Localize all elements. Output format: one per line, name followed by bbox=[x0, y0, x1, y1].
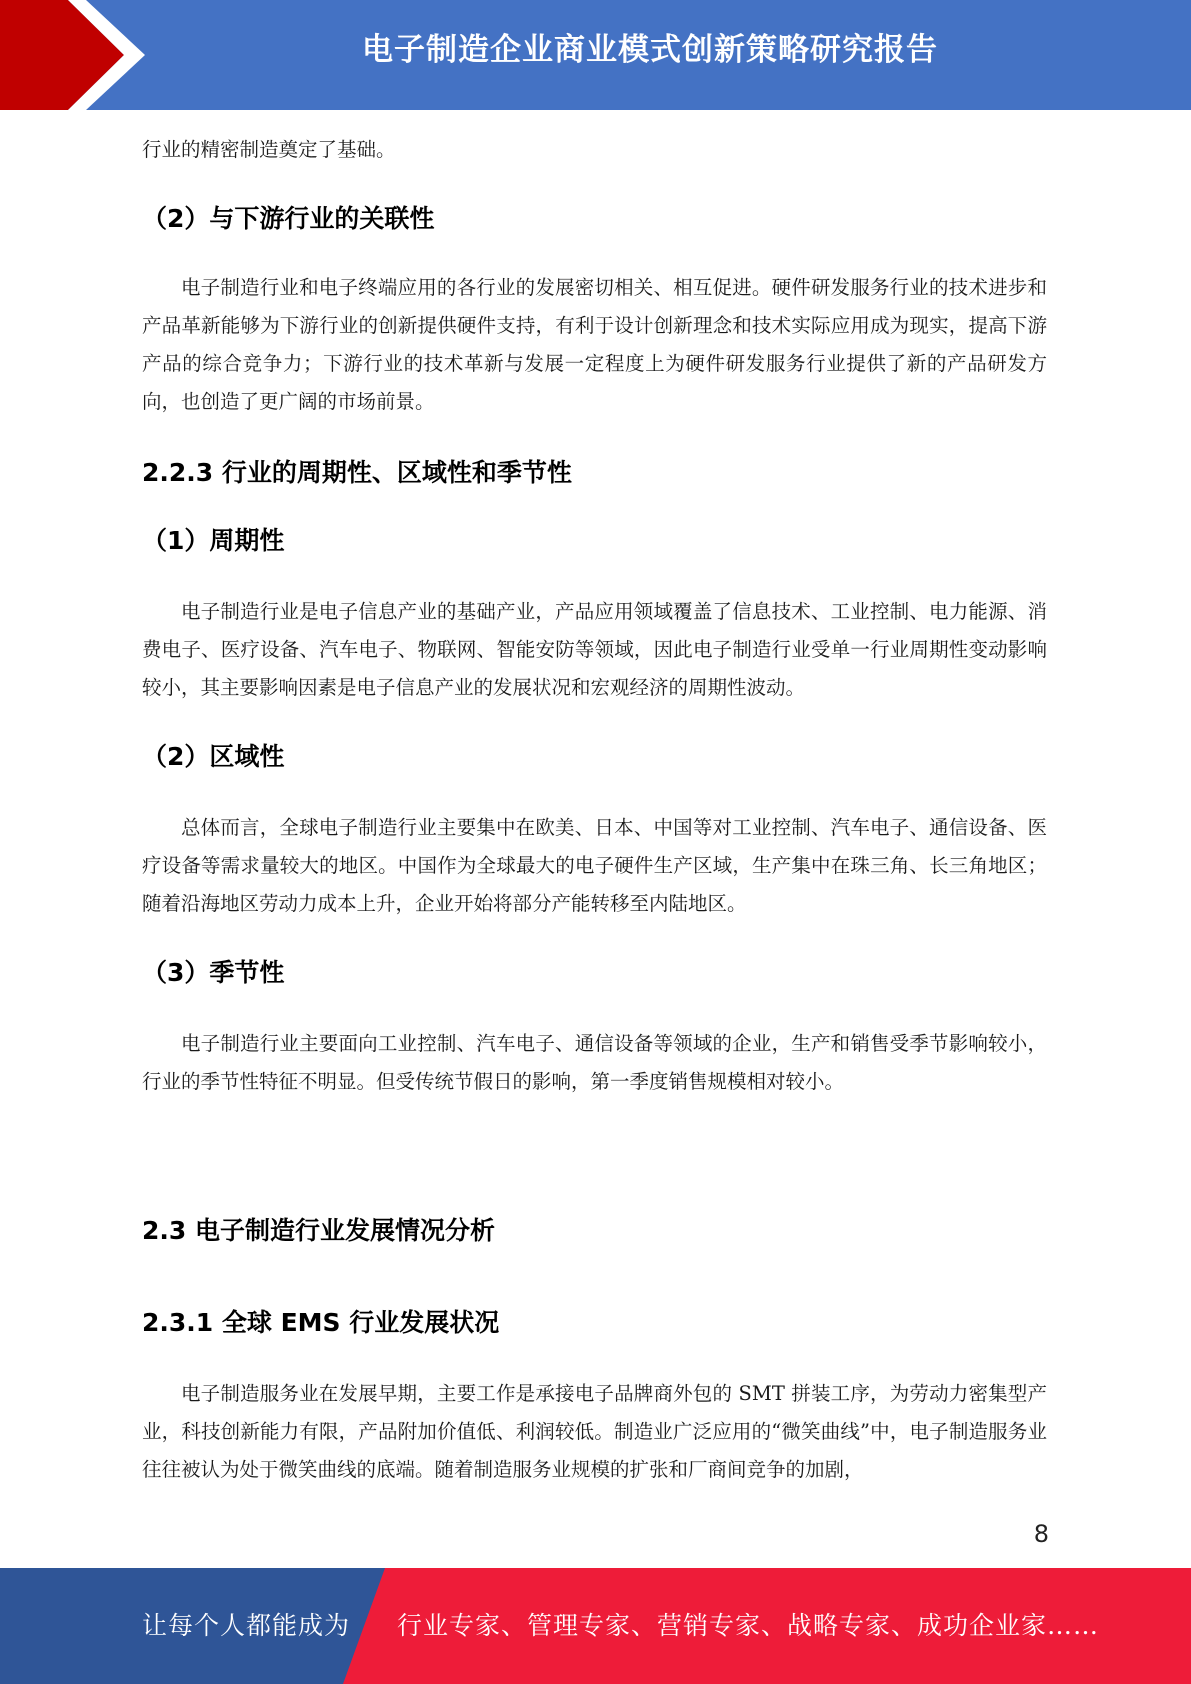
page-content bbox=[142, 130, 1047, 1489]
heading-seasonal: （3）季节性 bbox=[142, 958, 285, 987]
paragraph-global-ems: 电子制造服务业在发展早期，主要工作是承接电子品牌商外包的 SMT 拼装工序，为劳动力密集型产业，科技创新能力有限，产品附加价值低、利润较低。制造业广泛应用的“微笑曲线”中，电子制造服务业往往被认为处于微笑曲线的底端。随着制造服务业规模的扩张和厂商间竞争的加剧， bbox=[142, 1382, 1047, 1481]
paragraph-continuation: 行业的精密制造奠定了基础。 bbox=[142, 138, 396, 161]
heading-downstream-relation: （2）与下游行业的关联性 bbox=[142, 204, 435, 233]
footer-slogan-right: 行业专家、管理专家、营销专家、战略专家、成功企业家…… bbox=[397, 1611, 1100, 1640]
heading-regional: （2）区域性 bbox=[142, 742, 285, 771]
paragraph-regional: 总体而言，全球电子制造行业主要集中在欧美、日本、中国等对工业控制、汽车电子、通信设备、医疗设备等需求量较大的地区。中国作为全球最大的电子硬件生产区域，生产集中在珠三角、长三角地区；随着沿海地区劳动力成本上升，企业开始将部分产能转移至内陆地区。 bbox=[142, 816, 1047, 915]
footer-slogan-left: 让每个人都能成为 bbox=[142, 1611, 351, 1640]
report-title: 电子制造企业商业模式创新策略研究报告 bbox=[362, 32, 938, 68]
paragraph-downstream-relation: 电子制造行业和电子终端应用的各行业的发展密切相关、相互促进。硬件研发服务行业的技术进步和产品革新能够为下游行业的创新提供硬件支持，有利于设计创新理念和技术实际应用成为现实，提高下游产品的综合竞争力；下游行业的技术革新与发展一定程度上为硬件研发服务行业提供了新的产品研发方向，也创造了更广阔的市场前景。 bbox=[142, 276, 1047, 413]
heading-2-3-1: 2.3.1 全球 EMS 行业发展状况 bbox=[142, 1308, 500, 1337]
paragraph-cyclical: 电子制造行业是电子信息产业的基础产业，产品应用领域覆盖了信息技术、工业控制、电力能源、消费电子、医疗设备、汽车电子、物联网、智能安防等领域，因此电子制造行业受单一行业周期性变动影响较小，其主要影响因素是电子信息产业的发展状况和宏观经济的周期性波动。 bbox=[142, 600, 1047, 699]
heading-2-2-3: 2.2.3 行业的周期性、区域性和季节性 bbox=[142, 458, 572, 487]
heading-cyclical: （1）周期性 bbox=[142, 526, 285, 555]
heading-2-3: 2.3 电子制造行业发展情况分析 bbox=[142, 1216, 495, 1245]
page-footer bbox=[0, 1568, 1191, 1684]
page-header bbox=[0, 0, 1191, 110]
paragraph-seasonal: 电子制造行业主要面向工业控制、汽车电子、通信设备等领域的企业，生产和销售受季节影响较小，行业的季节性特征不明显。但受传统节假日的影响，第一季度销售规模相对较小。 bbox=[142, 1032, 1047, 1093]
page-number: 8 bbox=[1033, 1520, 1049, 1548]
header-arrow-icon bbox=[0, 0, 160, 110]
